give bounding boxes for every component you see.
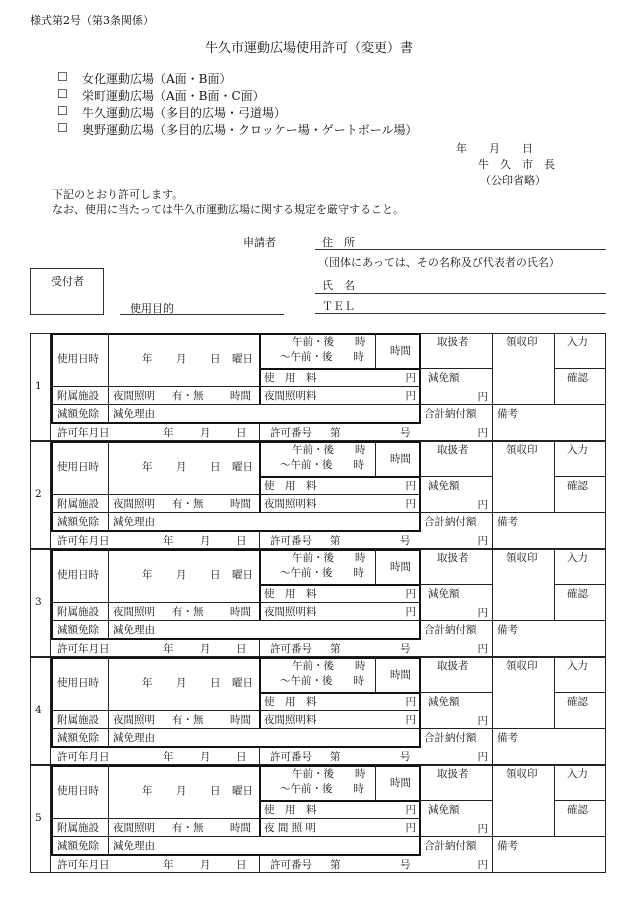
tel-label: ＴＥＬ	[322, 300, 355, 313]
receiver-label: 受付者	[51, 275, 84, 288]
address-line	[315, 249, 606, 250]
venue-label: 栄町運動広場（A面・B面・C面）	[82, 89, 265, 103]
tel-line	[315, 313, 606, 314]
row-number: 2	[35, 488, 42, 500]
venue-checkbox[interactable]: ☐	[57, 121, 68, 135]
row-number: 4	[35, 704, 42, 716]
venue-label: 奥野運動広場（多目的広場・クロッケー場・ゲートボール場）	[82, 123, 418, 137]
venue-checkbox[interactable]: ☐	[57, 104, 68, 118]
row-number: 1	[35, 380, 42, 392]
permit-section: 1 使用日時 年 月 日 曜日 午前・後 時 ～午前・後 時 時間 取扱者 領収印 入力 使 用 料 円 減免額 確認 附属施設 夜間照明 有・無 時間 夜間照明料 円 円 減額免除 減免理由 合計納付額 備考 許可年月日 年 月 日 許可番号 第 号 円	[30, 333, 606, 441]
venue-label: 女化運動広場（A面・B面）	[82, 72, 232, 86]
purpose-line	[120, 314, 284, 315]
permit-section: 4 使用日時 年 月 日 曜日 午前・後 時 ～午前・後 時 時間 取扱者 領収印 入力 使 用 料 円 減免額 確認 附属施設 夜間照明 有・無 時間 夜間照明料 円 円 減額免除 減免理由 合計納付額 備考 許可年月日 年 月 日 許可番号 第 号 円	[30, 657, 606, 765]
group-note: （団体にあっては、その名称及び代表者の氏名）	[318, 256, 560, 269]
notice-line-1: 下記のとおり許可します。	[52, 188, 184, 201]
purpose-label: 使用目的	[130, 302, 174, 315]
form-number: 様式第2号（第3条関係）	[30, 14, 154, 27]
notice-line-2: なお、使用に当たっては牛久市運動広場に関する規定を厳守すること。	[52, 203, 404, 216]
night-fee-label: 夜間照明料	[264, 390, 317, 402]
name-line	[315, 293, 606, 294]
night-fee-label: 夜 間 照 明	[264, 822, 317, 834]
venue-checkbox[interactable]: ☐	[57, 70, 68, 84]
row-number: 3	[35, 596, 42, 608]
permit-section: 2 使用日時 年 月 日 曜日 午前・後 時 ～午前・後 時 時間 取扱者 領収印 入力 使 用 料 円 減免額 確認 附属施設 夜間照明 有・無 時間 夜間照明料 円 円 減額免除 減免理由 合計納付額 備考 許可年月日 年 月 日 許可番号 第 号 円	[30, 441, 606, 549]
night-fee-label: 夜間照明料	[264, 606, 317, 618]
seal-omitted: （公印省略）	[480, 174, 546, 187]
address-label: 住 所	[322, 236, 355, 249]
night-fee-label: 夜間照明料	[264, 714, 317, 726]
applicant-label: 申請者	[243, 236, 276, 249]
row-number: 5	[35, 812, 42, 824]
venue-label: 牛久運動広場（多目的広場・弓道場）	[82, 106, 287, 120]
page-title: 牛久市運動広場使用許可（変更）書	[205, 41, 414, 56]
permit-section: 3 使用日時 年 月 日 曜日 午前・後 時 ～午前・後 時 時間 取扱者 領収印 入力 使 用 料 円 減免額 確認 附属施設 夜間照明 有・無 時間 夜間照明料 円 円 減額免除 減免理由 合計納付額 備考 許可年月日 年 月 日 許可番号 第 号 円	[30, 549, 606, 657]
mayor-label: 牛 久 市 長	[478, 158, 555, 171]
name-label: 氏 名	[322, 279, 355, 292]
permit-section: 5 使用日時 年 月 日 曜日 午前・後 時 ～午前・後 時 時間 取扱者 領収印 入力 使 用 料 円 減免額 確認 附属施設 夜間照明 有・無 時間 夜 間 照 明 円 円 減額免除 減免理由 合計納付額 備考 許可年月日 年 月 日 許可番号 第 号 円	[30, 765, 606, 873]
receiver-box	[30, 268, 104, 315]
date-line: 年 月 日	[456, 142, 533, 155]
venue-checkbox[interactable]: ☐	[57, 87, 68, 101]
night-fee-label: 夜間照明料	[264, 498, 317, 510]
